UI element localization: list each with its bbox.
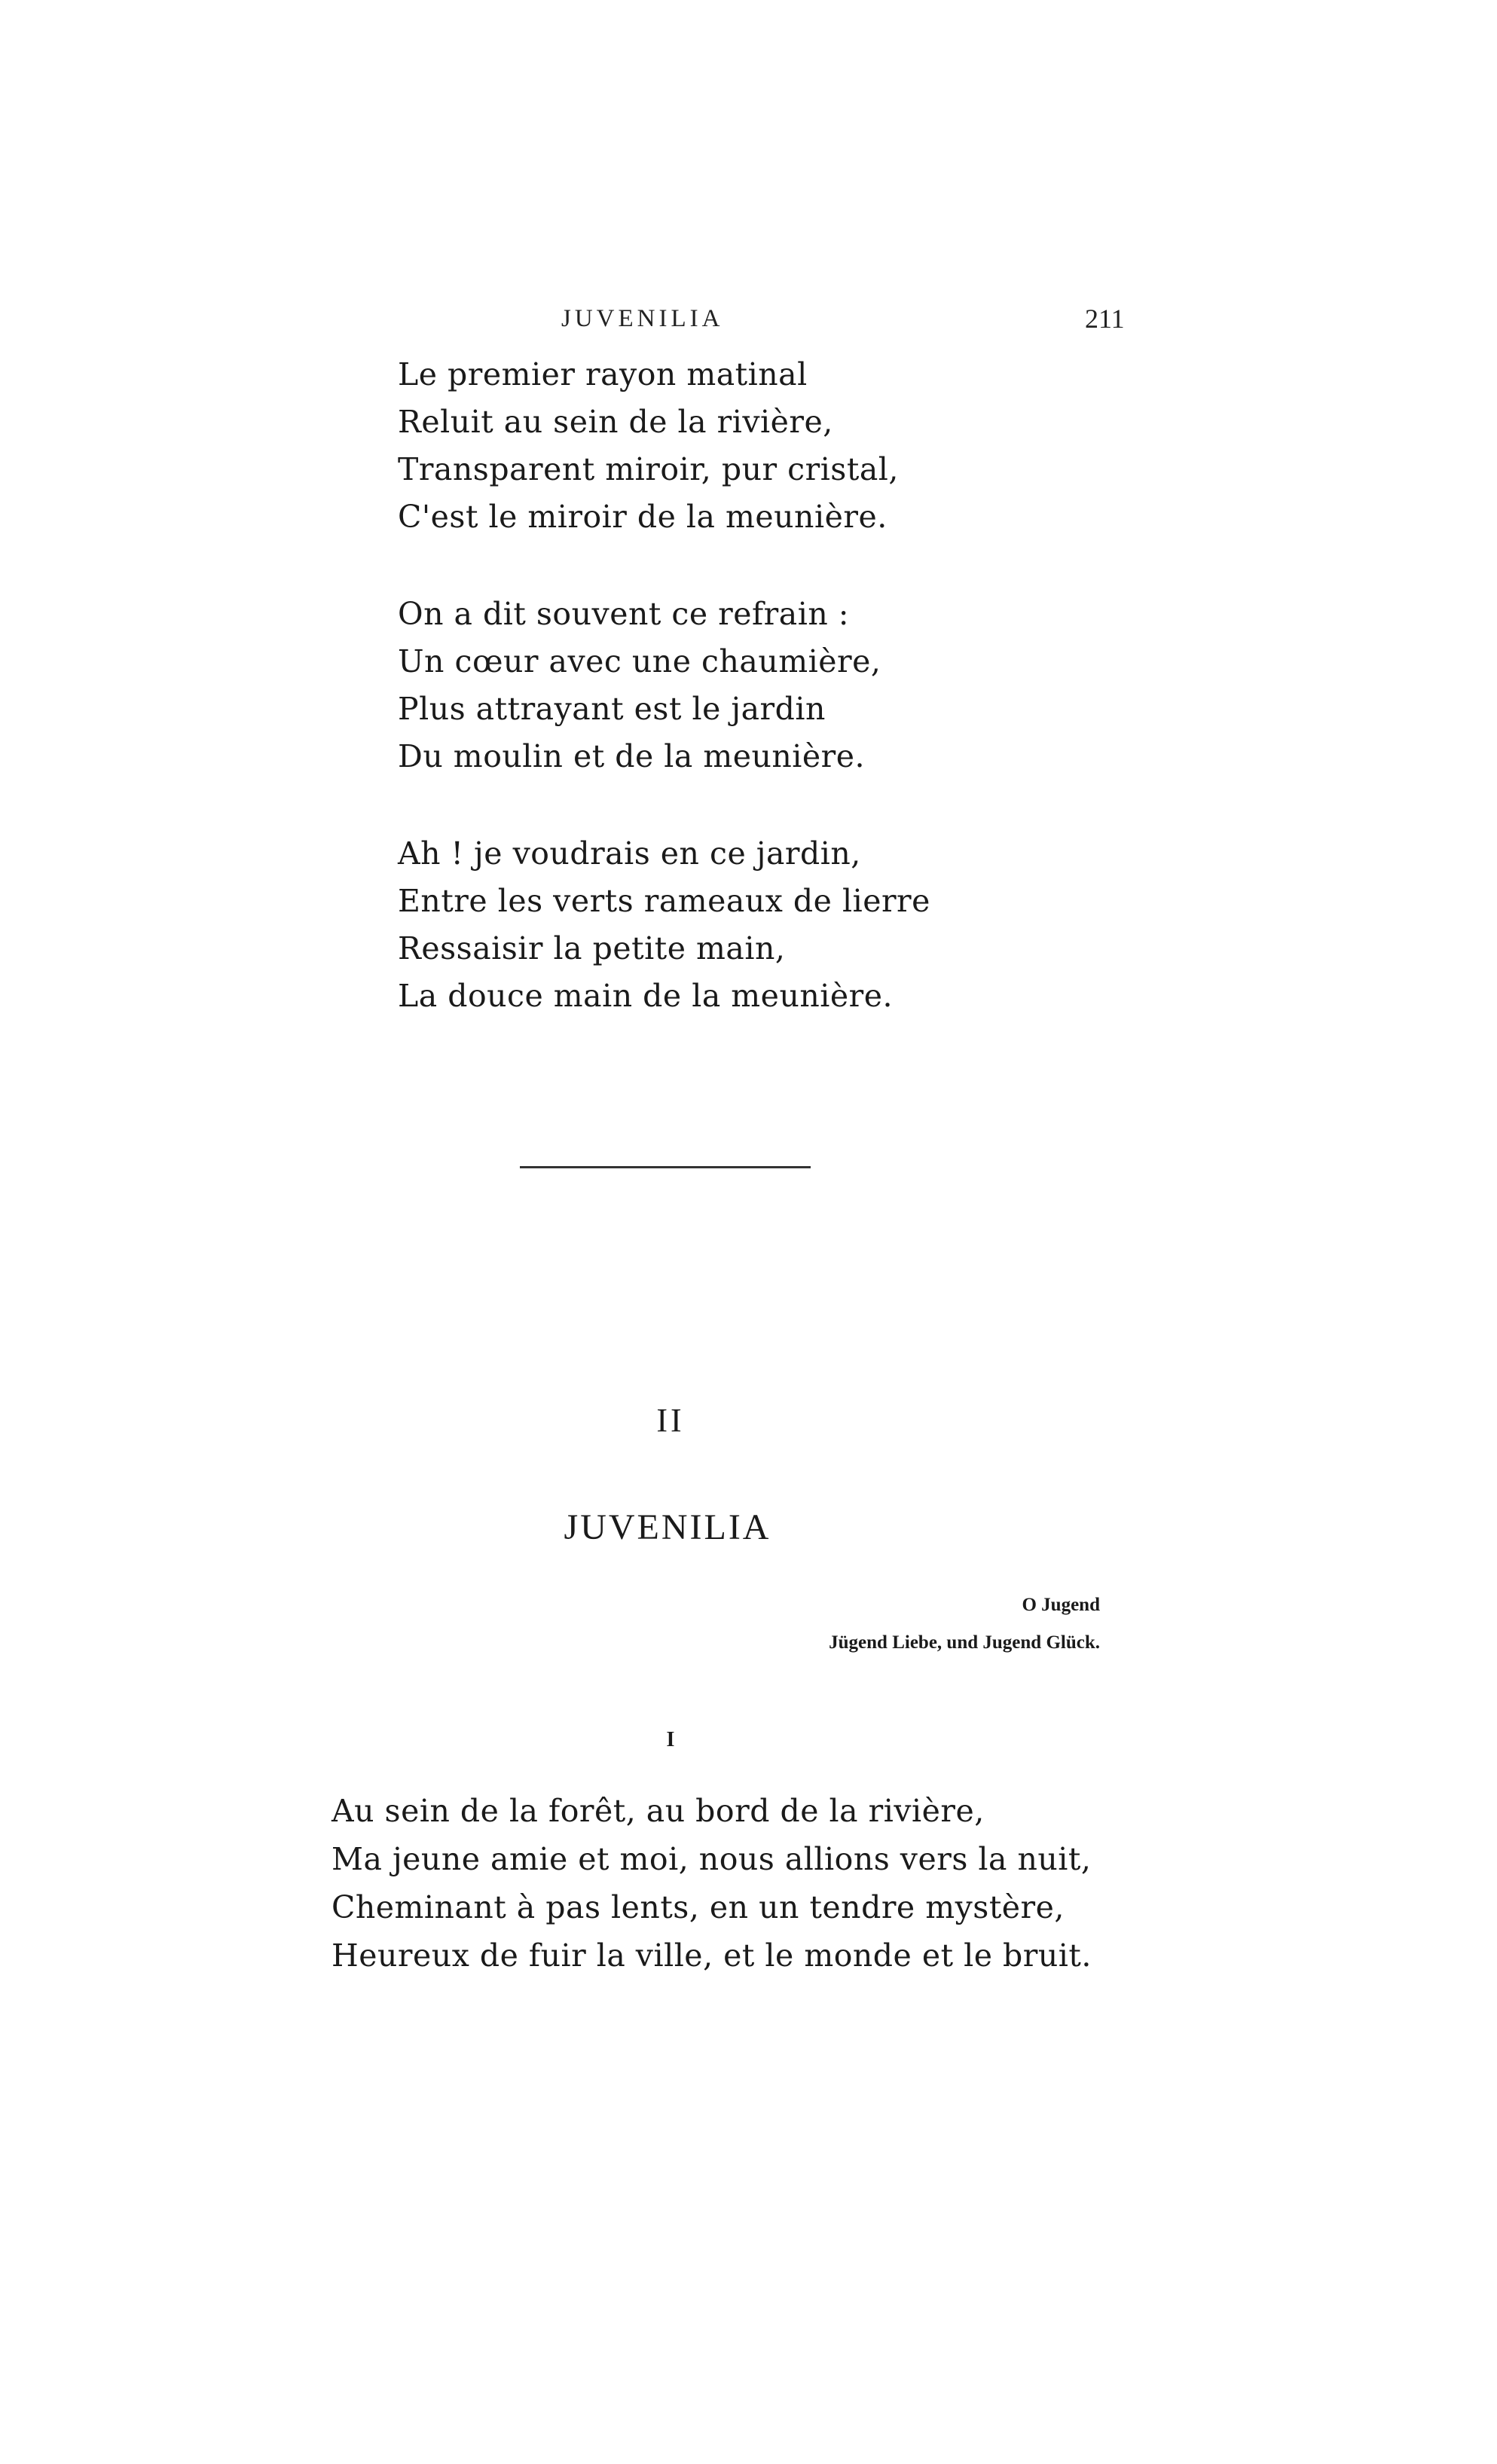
verse-line: C'est le miroir de la meunière. — [398, 499, 888, 535]
verse-line: Heureux de fuir la ville, et le monde et le bruit. — [331, 1937, 1092, 1974]
poem-continuation — [398, 351, 1151, 1070]
section-title: JUVENILIA — [564, 1507, 771, 1547]
section-numeral: II — [656, 1402, 685, 1439]
verse-line: Un cœur avec une chaumière, — [398, 643, 881, 679]
verse-line: Entre les verts rameaux de lierre — [398, 883, 930, 919]
epigraph-line: O Jugend — [1022, 1595, 1100, 1615]
section-divider-rule — [520, 1166, 811, 1168]
stanza — [398, 591, 1151, 780]
verse-line: Reluit au sein de la rivière, — [398, 404, 833, 440]
verse-line: Transparent miroir, pur cristal, — [398, 451, 899, 487]
verse-line: Ah ! je voudrais en ce jardin, — [398, 835, 861, 872]
verse-line: Le premier rayon matinal — [398, 356, 808, 392]
verse-line: Cheminant à pas lents, en un tendre mystère, — [331, 1889, 1065, 1925]
verse-line: Ma jeune amie et moi, nous allions vers la nuit, — [331, 1841, 1092, 1877]
verse-line: Ressaisir la petite main, — [398, 930, 786, 966]
poem-numeral: I — [666, 1728, 675, 1751]
running-title: JUVENILIA — [561, 305, 724, 332]
running-header — [0, 300, 1497, 337]
verse-line: Au sein de la forêt, au bord de la rivière, — [331, 1793, 985, 1829]
verse-line: Plus attrayant est le jardin — [398, 691, 826, 727]
verse-line: La douce main de la meunière. — [398, 978, 894, 1014]
poem-opening — [331, 1787, 1236, 1980]
page-number: 211 — [1085, 304, 1125, 334]
stanza — [398, 351, 1151, 541]
epigraph — [678, 1586, 1100, 1662]
verse-line: Du moulin et de la meunière. — [398, 738, 866, 774]
stanza — [398, 830, 1151, 1020]
epigraph-line: Jügend Liebe, und Jugend Glück. — [829, 1632, 1100, 1653]
verse-line: On a dit souvent ce refrain : — [398, 596, 850, 632]
